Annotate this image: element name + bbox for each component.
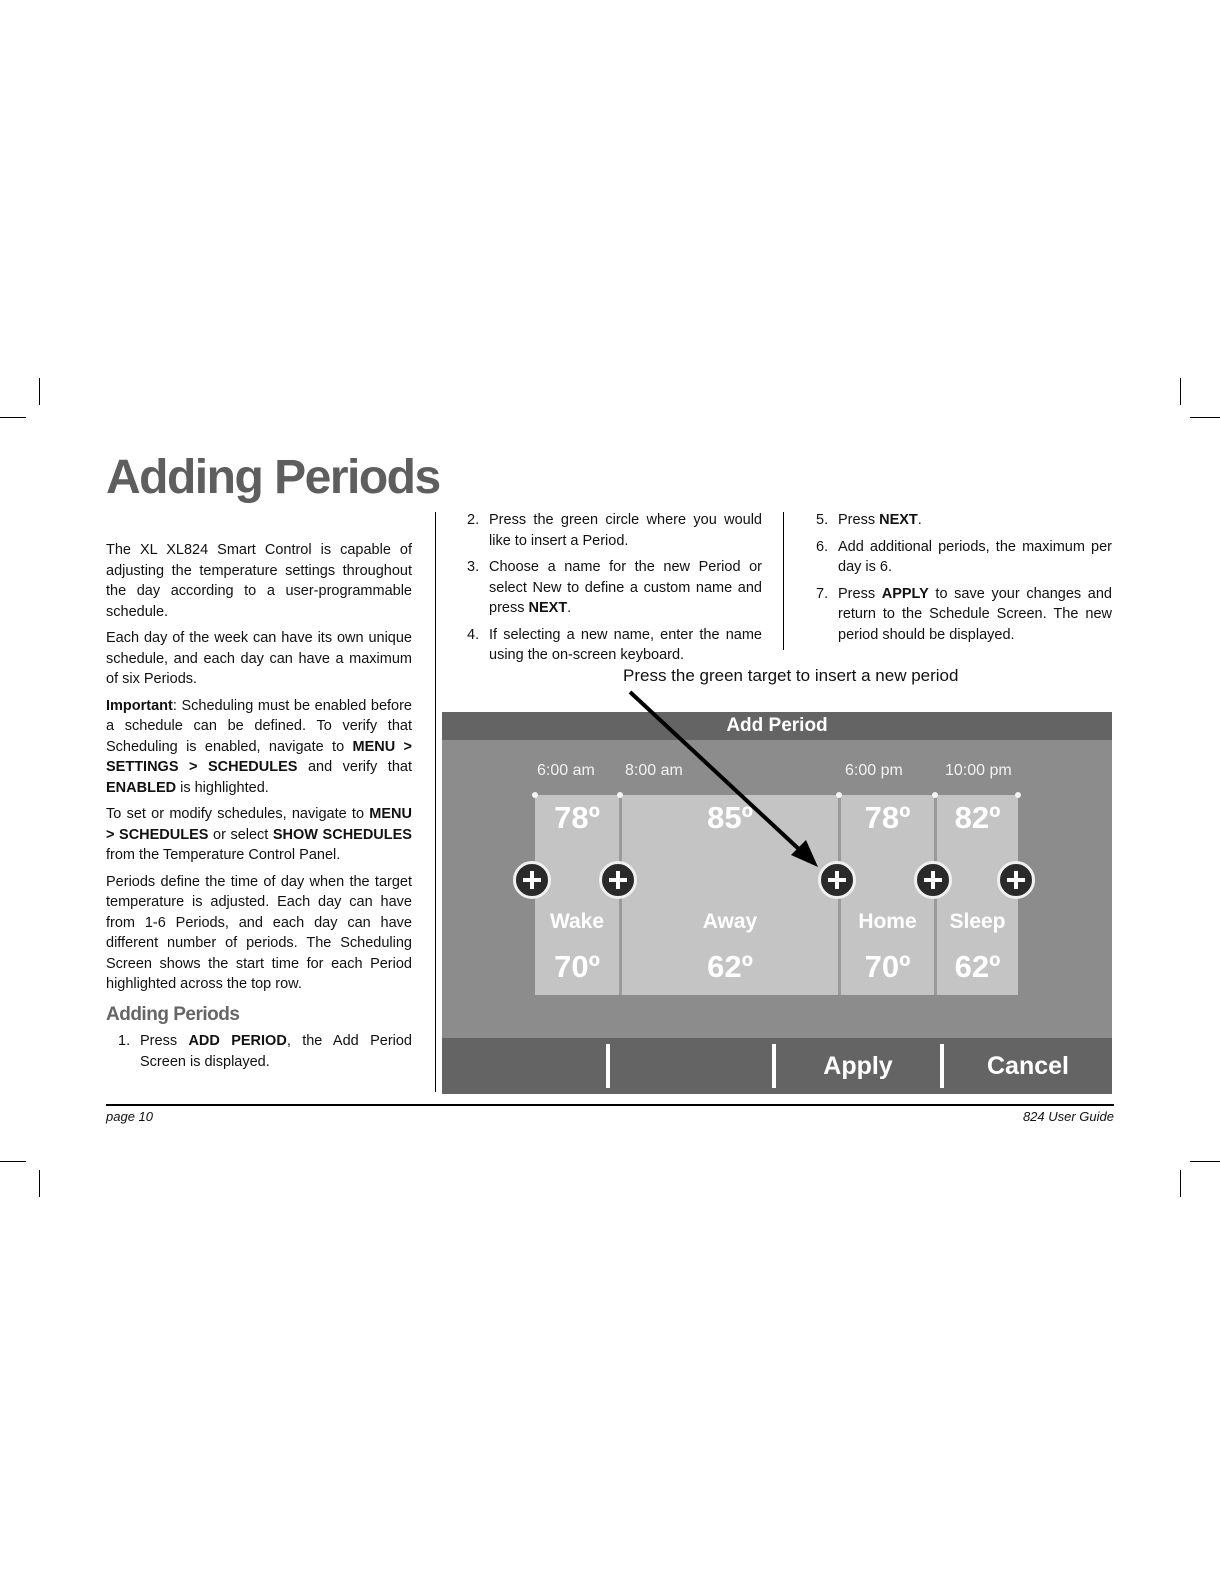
text-span: Add additional periods, the maximum per day is 6. xyxy=(838,538,1112,575)
callout-label: Press the green target to insert a new period xyxy=(623,666,959,685)
heat-setpoint: 78º xyxy=(554,800,600,835)
page-number: page 10 xyxy=(106,1109,153,1124)
heat-setpoint: 85º xyxy=(707,800,753,835)
text-span: , the Add Period Screen is displayed. xyxy=(140,1033,413,1070)
menu-path: MENU > SETTINGS > SCHEDULES xyxy=(106,738,412,775)
text-span: : Scheduling must be enabled before a schedule can be defined. To verify that Scheduling is enabled, navigate to xyxy=(106,697,412,755)
text-span: If selecting a new name, enter the name using the on-screen keyboard. xyxy=(489,626,762,663)
step-number: 7. xyxy=(816,585,829,602)
cool-setpoint: 70º xyxy=(864,949,911,984)
text-span: Press the green circle where you would like to insert a Period. xyxy=(489,512,762,549)
text-span: Choose a name for the new Period or select New to define a custom name and press xyxy=(489,559,762,616)
text-span: . xyxy=(917,512,922,528)
text-span: Press xyxy=(140,1033,189,1049)
step-number: 3. xyxy=(467,559,480,575)
period-name: Home xyxy=(858,910,917,933)
text-span: . xyxy=(567,600,572,616)
period-start-time: 10:00 pm xyxy=(945,762,1012,779)
enabled-label: ENABLED xyxy=(106,779,177,796)
periods-paragraph: Each day of the week can have its own unique schedule, and each day can have a maximum of six Periods. xyxy=(106,630,412,687)
guide-title: 824 User Guide xyxy=(1022,1109,1114,1124)
step-number: 2. xyxy=(467,512,480,528)
text-span: Press xyxy=(838,585,882,602)
define-paragraph: Periods define the time of day when the target temperature is adjusted. Each day can have from 1-6 Periods, and each day can have different number of periods. The Scheduling Screen shows the start time for each Period highlighted across the top row. xyxy=(106,873,412,992)
cool-setpoint: 62º xyxy=(707,949,753,984)
menu-path: MENU > SCHEDULES xyxy=(106,806,412,843)
apply-label: APPLY xyxy=(881,585,929,602)
next-label: NEXT xyxy=(528,600,568,616)
next-label: NEXT xyxy=(879,512,918,528)
step-number: 4. xyxy=(467,626,480,643)
footer-rule xyxy=(106,1104,1114,1106)
step-number: 5. xyxy=(816,512,829,528)
period-name: Sleep xyxy=(949,910,1006,933)
text-span: from the Temperature Control Panel. xyxy=(106,847,341,863)
show-schedules-label: SHOW SCHEDULES xyxy=(272,826,412,843)
text-span: or select xyxy=(208,826,273,843)
period-name: Wake xyxy=(549,910,605,933)
arrow-shaft xyxy=(630,692,802,852)
cancel-button[interactable]: Cancel xyxy=(987,1052,1069,1080)
important-label: Important xyxy=(106,697,173,714)
period-start-time: 6:00 pm xyxy=(845,762,903,779)
heat-setpoint: 78º xyxy=(864,800,911,835)
screen-header: Add Period xyxy=(442,712,1112,740)
add-period-label: ADD PERIOD xyxy=(188,1033,287,1049)
text-span: Press xyxy=(838,512,880,528)
page-title: Adding Periods xyxy=(106,451,440,504)
text-span: To set or modify schedules, navigate to xyxy=(106,806,370,822)
apply-button[interactable]: Apply xyxy=(823,1052,893,1080)
cool-setpoint: 70º xyxy=(554,949,600,984)
period-name: Away xyxy=(702,910,758,933)
period-start-time: 8:00 am xyxy=(625,762,683,779)
text-span: to save your changes and return to the Schedule Screen. The new period should be displayed. xyxy=(838,585,1112,643)
cool-setpoint: 62º xyxy=(954,949,1001,984)
text-span: and verify that xyxy=(297,759,412,775)
period-start-time: 6:00 am xyxy=(537,762,595,779)
section-subheading: Adding Periods xyxy=(106,1003,240,1025)
step-number: 6. xyxy=(816,538,829,555)
text-span: is highlighted. xyxy=(176,779,269,796)
step-number: 1. xyxy=(118,1033,131,1049)
intro-paragraph: The XL XL824 Smart Control is capable of adjusting the temperature settings throughout the day according to a user-programmable schedule. xyxy=(106,542,412,620)
heat-setpoint: 82º xyxy=(954,800,1001,835)
